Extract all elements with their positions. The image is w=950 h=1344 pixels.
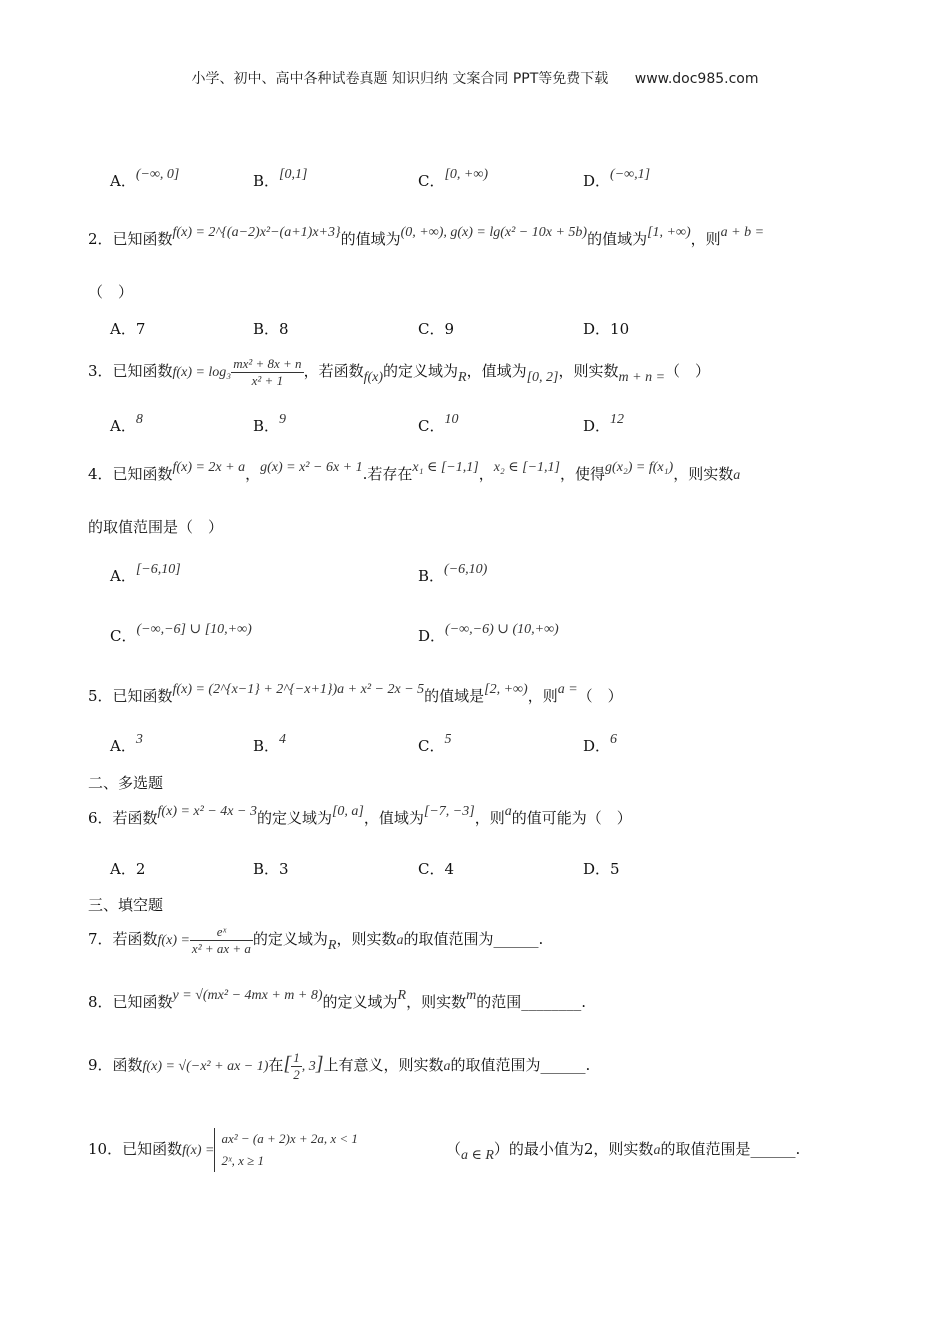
q4-option-a: A．[−6,10] [110, 562, 181, 585]
header-site: www.doc985.com [634, 71, 759, 87]
q3-option-c: C．10 [418, 412, 459, 435]
question-4: 4．已知函数f(x) = 2x + a，g(x) = x² − 6x + 1.若存在x₁ ∈ [−1,1]，x₂ ∈ [−1,1]，使得g(x₂) = f(x₁)，则实数a [88, 460, 741, 483]
q9-fraction: $\frac{1}{2}$ [293, 1050, 300, 1082]
q1-option-b: B．[0,1] [253, 167, 308, 190]
q3-fraction: $\frac{\text{mx² + 8x + n}}{\text{x² + 1}}$ [233, 356, 302, 388]
question-10: 10．已知函数f(x) = ax² − (a + 2)x + 2a, x < 1 2ˣ, x ≥ 1 （a ∈ R）的最小值为2，则实数a的取值范围是______. [88, 1128, 800, 1172]
q2-option-d: D．10 [583, 320, 630, 338]
q5-option-a: A．3 [110, 732, 143, 755]
q6-option-b: B．3 [253, 860, 289, 878]
q1-option-a: A．(−∞, 0] [110, 167, 180, 190]
q2-option-a: A．7 [110, 320, 146, 338]
q3-option-a: A．8 [110, 412, 143, 435]
question-7: 7．若函数f(x) = $\frac{\text{eˣ}}{\text{x² + ax + a}}$ 的定义域为R，则实数a的取值范围为______. [88, 924, 544, 956]
q7-fraction: $\frac{\text{eˣ}}{\text{x² + ax + a}}$ [191, 924, 251, 956]
section-fill-in: 三、填空题 [88, 896, 164, 914]
q2-option-b: B．8 [253, 320, 289, 338]
q2-option-c: C．9 [418, 320, 455, 338]
question-4-line2: 的取值范围是（ ） [88, 518, 224, 536]
q6-option-d: D．5 [583, 860, 620, 878]
question-8: 8．已知函数y = √(mx² − 4mx + m + 8)的定义域为R，则实数m的范围________. [88, 988, 587, 1011]
q6-option-c: C．4 [418, 860, 455, 878]
page-header [0, 68, 950, 88]
q5-option-d: D．6 [583, 732, 618, 755]
question-2-paren: （ ） [88, 283, 134, 301]
question-6: 6．若函数f(x) = x² − 4x − 3的定义域为[0, a]，值域为[−7, −3]，则a的值可能为（ ） [88, 804, 632, 827]
question-3: 3．已知函数f(x) = log₃ $\frac{\text{mx² + 8x + n}}{\text{x² + 1}}$ ，若函数f(x)的定义域为R，值域为[0, 2]，则实数m + n =（ ） [88, 356, 711, 388]
q3-option-d: D．12 [583, 412, 625, 435]
q5-option-c: C．5 [418, 732, 452, 755]
q1-option-c: C．[0, +∞) [418, 167, 489, 190]
q4-option-b: B．(−6,10) [418, 562, 488, 585]
q5-option-b: B．4 [253, 732, 287, 755]
q4-option-d: D．(−∞,−6) ∪ (10,+∞) [418, 622, 559, 645]
q4-option-c: C．(−∞,−6] ∪ [10,+∞) [110, 622, 252, 645]
q3-option-b: B．9 [253, 412, 287, 435]
question-9: 9．函数f(x) = √(−x² + ax − 1)在[ $\frac{1}{2}$ , 3]上有意义，则实数a的取值范围为______. [88, 1050, 591, 1082]
q6-option-a: A．2 [110, 860, 146, 878]
header-text: 小学、初中、高中各种试卷真题 知识归纳 文案合同 PPT等免费下载 [191, 71, 609, 87]
section-multiple-choice: 二、多选题 [88, 774, 164, 792]
q10-piecewise: ax² − (a + 2)x + 2a, x < 1 2ˣ, x ≥ 1 [214, 1128, 357, 1172]
question-5: 5．已知函数f(x) = (2^{x−1} + 2^{−x+1})a + x² − 2x − 5的值域是[2, +∞)，则a =（ ） [88, 682, 623, 705]
q1-option-d: D．(−∞,1] [583, 167, 651, 190]
question-2: 2．已知函数f(x) = 2^{(a−2)x²−(a+1)x+3}的值域为(0, +∞), g(x) = lg(x² − 10x + 5b)的值域为[1, +∞)，则a + b = [88, 225, 765, 248]
